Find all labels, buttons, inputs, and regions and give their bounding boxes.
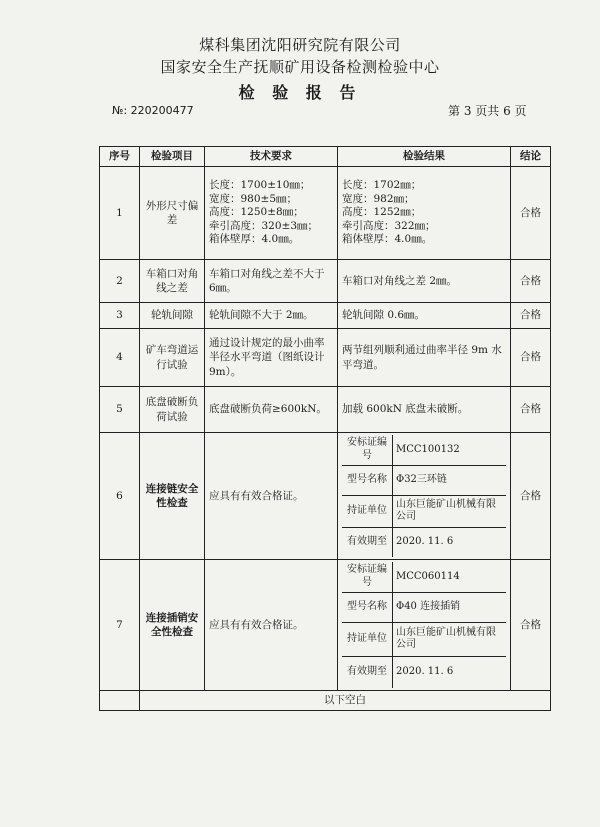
- sub-key: 安标证编号: [342, 562, 393, 592]
- report-number: №: 220200477: [112, 104, 194, 117]
- sub-row: [342, 656, 506, 688]
- report-title: 检 验 报 告: [238, 83, 362, 102]
- blank-below-note: 以下空白: [140, 691, 551, 711]
- row-conclusion: 合格: [511, 329, 551, 387]
- row-requirement: 车箱口对角线之差不大于 6㎜。: [205, 260, 338, 303]
- res-line: 长度：1702㎜；: [342, 178, 422, 191]
- table-footer-row: [100, 691, 551, 711]
- sub-key: 持证单位: [342, 622, 393, 656]
- row-no: 2: [100, 260, 140, 303]
- row-result: 两节组列顺利通过曲率半径 9m 水平弯道。: [338, 329, 511, 387]
- sub-value: Φ32三环链: [393, 465, 507, 495]
- table-row: [100, 303, 551, 329]
- sub-value: 山东巨能矿山机械有限公司: [393, 622, 507, 656]
- sub-key: 安标证编号: [342, 435, 393, 465]
- row-conclusion: 合格: [511, 560, 551, 691]
- row-no: 7: [100, 560, 140, 691]
- header-item: 检验项目: [140, 147, 205, 167]
- row-item: 连接插销安全性检查: [140, 560, 205, 691]
- certificate-subtable: [342, 562, 506, 688]
- org-name: 煤科集团沈阳研究院有限公司: [199, 36, 401, 54]
- row-item: 矿车弯道运行试验: [140, 329, 205, 387]
- res-line: 箱体壁厚：4.0㎜。: [342, 233, 433, 246]
- row-no: 1: [100, 167, 140, 260]
- row-requirement: [205, 167, 338, 260]
- table-row: [100, 433, 551, 560]
- table-row: [100, 387, 551, 433]
- table-row: [100, 329, 551, 387]
- row-result: [338, 167, 511, 260]
- sub-row: [342, 465, 506, 495]
- sub-key: 型号名称: [342, 465, 393, 495]
- res-line: 牵引高度：322㎜；: [342, 219, 436, 232]
- header-result: 检验结果: [338, 147, 511, 167]
- row-conclusion: 合格: [511, 260, 551, 303]
- row-result: 轮轨间隙 0.6㎜。: [338, 303, 511, 329]
- sub-row: [342, 495, 506, 527]
- row-conclusion: 合格: [511, 433, 551, 560]
- row-item: 外形尺寸偏差: [140, 167, 205, 260]
- row-requirement: 应具有有效合格证。: [205, 560, 338, 691]
- sub-key: 有效期至: [342, 656, 393, 688]
- row-item: 车箱口对角线之差: [140, 260, 205, 303]
- header-no: 序号: [100, 147, 140, 167]
- row-no: 4: [100, 329, 140, 387]
- table-header-row: [100, 147, 551, 167]
- inspection-table: [99, 146, 551, 711]
- res-line: 宽度：982㎜；: [342, 192, 415, 205]
- row-item: 底盘破断负荷试验: [140, 387, 205, 433]
- sub-row: [342, 592, 506, 622]
- res-line: 高度：1252㎜；: [342, 206, 422, 219]
- sub-row: [342, 622, 506, 656]
- row-conclusion: 合格: [511, 303, 551, 329]
- sub-row: [342, 527, 506, 557]
- table-row: [100, 260, 551, 303]
- certificate-details: [338, 433, 511, 560]
- row-no: 3: [100, 303, 140, 329]
- row-conclusion: 合格: [511, 387, 551, 433]
- row-requirement: 通过设计规定的最小曲率半径水平弯道（图纸设计 9m）。: [205, 329, 338, 387]
- sub-key: 持证单位: [342, 495, 393, 527]
- row-item: 连接链安全性检查: [140, 433, 205, 560]
- header-conclusion: 结论: [511, 147, 551, 167]
- row-no: 6: [100, 433, 140, 560]
- sub-key: 有效期至: [342, 527, 393, 557]
- row-item: 轮轨间隙: [140, 303, 205, 329]
- sub-value: Φ40 连接插销: [393, 592, 507, 622]
- req-line: 箱体壁厚：4.0㎜。: [209, 233, 300, 246]
- sub-value: 山东巨能矿山机械有限公司: [393, 495, 507, 527]
- center-name: 国家安全生产抚顺矿用设备检测检验中心: [160, 58, 440, 76]
- row-requirement: 底盘破断负荷≥600kN。: [205, 387, 338, 433]
- row-no: 5: [100, 387, 140, 433]
- sub-value: 2020. 11. 6: [396, 536, 454, 547]
- sub-value: 2020. 11. 6: [396, 666, 454, 677]
- req-line: 长度：1700±10㎜；: [209, 178, 311, 191]
- page-indicator: 第 3 页共 6 页: [448, 104, 527, 118]
- header-requirement: 技术要求: [205, 147, 338, 167]
- row-requirement: 应具有有效合格证。: [205, 433, 338, 560]
- table-row: [100, 167, 551, 260]
- certificate-subtable: [342, 435, 506, 557]
- req-line: 牵引高度：320±3㎜；: [209, 219, 319, 232]
- row-requirement: 轮轨间隙不大于 2㎜。: [205, 303, 338, 329]
- sub-key: 型号名称: [342, 592, 393, 622]
- sub-row: [342, 562, 506, 592]
- footer-left-blank: [100, 691, 140, 711]
- req-line: 高度：1250±8㎜；: [209, 206, 304, 219]
- sub-value: MCC100132: [393, 435, 507, 465]
- row-conclusion: 合格: [511, 167, 551, 260]
- table-row: [100, 560, 551, 691]
- req-line: 宽度：980±5㎜；: [209, 192, 298, 205]
- sub-value: MCC060114: [393, 562, 507, 592]
- sub-row: [342, 435, 506, 465]
- row-result: 车箱口对角线之差 2㎜。: [338, 260, 511, 303]
- certificate-details: [338, 560, 511, 691]
- row-result: 加载 600kN 底盘未破断。: [338, 387, 511, 433]
